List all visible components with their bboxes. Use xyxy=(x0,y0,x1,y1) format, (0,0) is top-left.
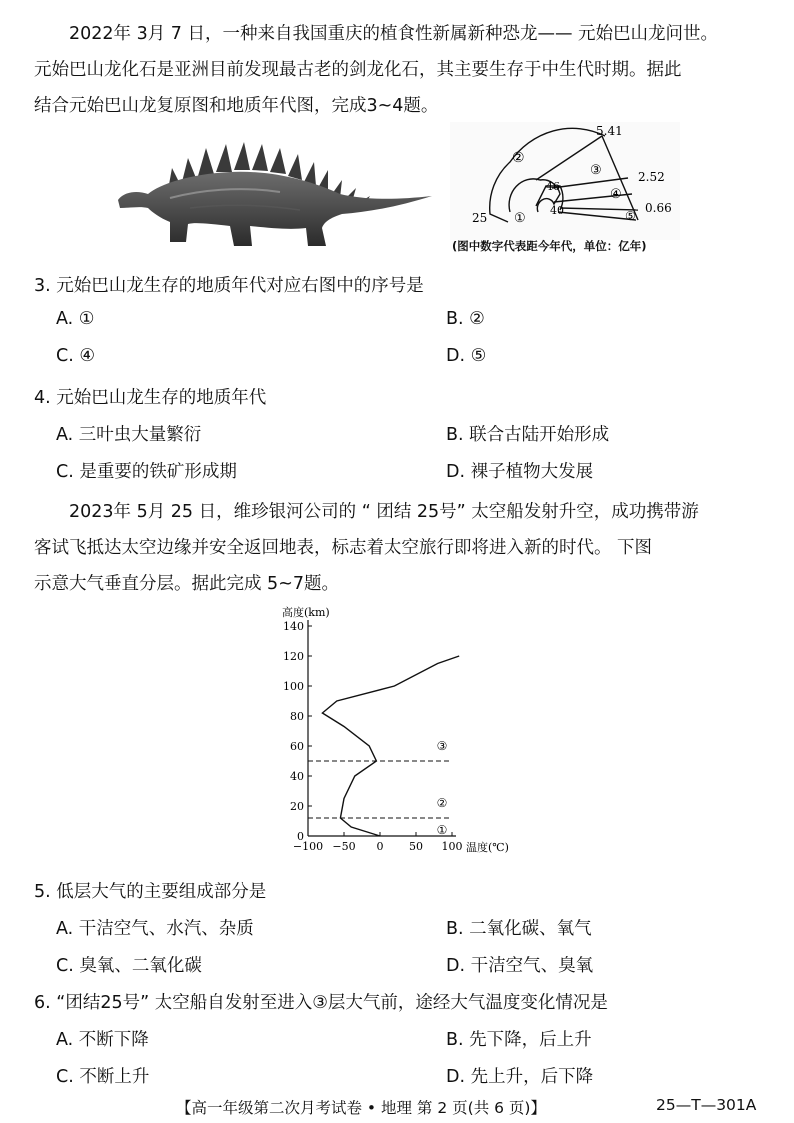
value-541: 5.41 xyxy=(596,124,623,138)
geologic-figure-caption: (图中数字代表距今年代，单位：亿年) xyxy=(452,239,647,253)
layer-label: ③ xyxy=(436,739,448,753)
era-label-3: ③ xyxy=(590,163,602,178)
q4-option-c[interactable]: C. 是重要的铁矿形成期 xyxy=(56,462,237,482)
q5-option-b[interactable]: B. 二氧化碳、氧气 xyxy=(446,919,592,939)
y-tick-label: 60 xyxy=(290,740,304,753)
q6-option-c[interactable]: C. 不断上升 xyxy=(56,1067,150,1087)
layer-label: ① xyxy=(436,823,448,837)
q3-option-b[interactable]: B. ② xyxy=(446,309,485,329)
q4-option-b[interactable]: B. 联合古陆开始形成 xyxy=(446,425,610,445)
y-tick-label: 0 xyxy=(297,830,304,843)
q3-option-d[interactable]: D. ⑤ xyxy=(446,346,487,366)
q5-option-c[interactable]: C. 臭氧、二氧化碳 xyxy=(56,956,202,976)
value-25: 25 xyxy=(472,211,488,225)
y-tick-label: 140 xyxy=(283,620,304,633)
layer-label: ② xyxy=(436,796,448,810)
question-6-stem: 6. “团结25号” 太空船自发射至进入③层大气前，途经大气温度变化情况是 xyxy=(34,993,608,1013)
y-tick-label: 20 xyxy=(290,800,304,813)
value-066: 0.66 xyxy=(645,201,672,215)
q6-option-b[interactable]: B. 先下降，后上升 xyxy=(446,1030,592,1050)
q3-option-a[interactable]: A. ① xyxy=(56,309,95,329)
footer-code: 25—T—301A xyxy=(656,1096,757,1114)
intro-2-line-2: 客试飞抵达太空边缘并安全返回地表，标志着太空旅行即将进入新的时代。 下图 xyxy=(34,538,653,558)
intro-1-line-1: 2022年 3月 7 日，一种来自我国重庆的植食性新属新种恐龙—— 元始巴山龙问世。 xyxy=(69,24,719,44)
value-40: 40 xyxy=(550,204,564,217)
era-label-5: ⑤ xyxy=(625,209,636,223)
intro-2-line-1: 2023年 5月 25 日，维珍银河公司的 “ 团结 25号” 太空船发射升空，成功携带游 xyxy=(69,502,699,522)
q6-option-a[interactable]: A. 不断下降 xyxy=(56,1030,149,1050)
chart-ylabel: 高度(km) xyxy=(282,606,330,619)
x-tick-label: 100 xyxy=(441,840,463,853)
x-tick-label: 0 xyxy=(376,840,384,853)
q4-option-d[interactable]: D. 裸子植物大发展 xyxy=(446,462,594,482)
intro-1-line-3: 结合元始巴山龙复原图和地质年代图，完成3~4题。 xyxy=(34,96,439,116)
chart-xlabel: 温度(℃) xyxy=(466,841,509,854)
y-tick-label: 100 xyxy=(283,680,304,693)
geologic-time-figure xyxy=(450,122,680,240)
y-tick-label: 40 xyxy=(290,770,304,783)
era-label-4: ④ xyxy=(610,187,622,202)
era-label-2: ② xyxy=(512,150,525,166)
intro-2-line-3: 示意大气垂直分层。据此完成 5~7题。 xyxy=(34,574,339,594)
question-4-stem: 4. 元始巴山龙生存的地质年代 xyxy=(34,388,267,408)
x-tick-label: −100 xyxy=(292,840,324,853)
value-252: 2.52 xyxy=(638,170,665,184)
intro-paragraph-1 xyxy=(34,16,766,124)
intro-1-line-2: 元始巴山龙化石是亚洲目前发现最古老的剑龙化石，其主要生存于中生代时期。据此 xyxy=(34,60,682,80)
era-label-1: ① xyxy=(514,211,526,226)
question-3-stem: 3. 元始巴山龙生存的地质年代对应右图中的序号是 xyxy=(34,276,424,296)
question-5-stem: 5. 低层大气的主要组成部分是 xyxy=(34,882,267,902)
footer-title: 【高一年级第二次月考试卷 • 地理 第 2 页(共 6 页)】 xyxy=(176,1099,546,1117)
q5-option-a[interactable]: A. 干洁空气、水汽、杂质 xyxy=(56,919,254,939)
q4-option-a[interactable]: A. 三叶虫大量繁衍 xyxy=(56,425,202,445)
value-46: 46 xyxy=(546,180,560,193)
atmosphere-chart xyxy=(270,600,530,862)
dinosaur-illustration xyxy=(110,138,440,250)
intro-paragraph-2 xyxy=(34,494,766,602)
x-tick-label: 50 xyxy=(409,840,423,853)
q3-option-c[interactable]: C. ④ xyxy=(56,346,96,366)
y-tick-label: 120 xyxy=(283,650,304,663)
q5-option-d[interactable]: D. 干洁空气、臭氧 xyxy=(446,956,594,976)
y-tick-label: 80 xyxy=(290,710,304,723)
x-tick-label: −50 xyxy=(332,840,356,853)
q6-option-d[interactable]: D. 先上升，后下降 xyxy=(446,1067,594,1087)
